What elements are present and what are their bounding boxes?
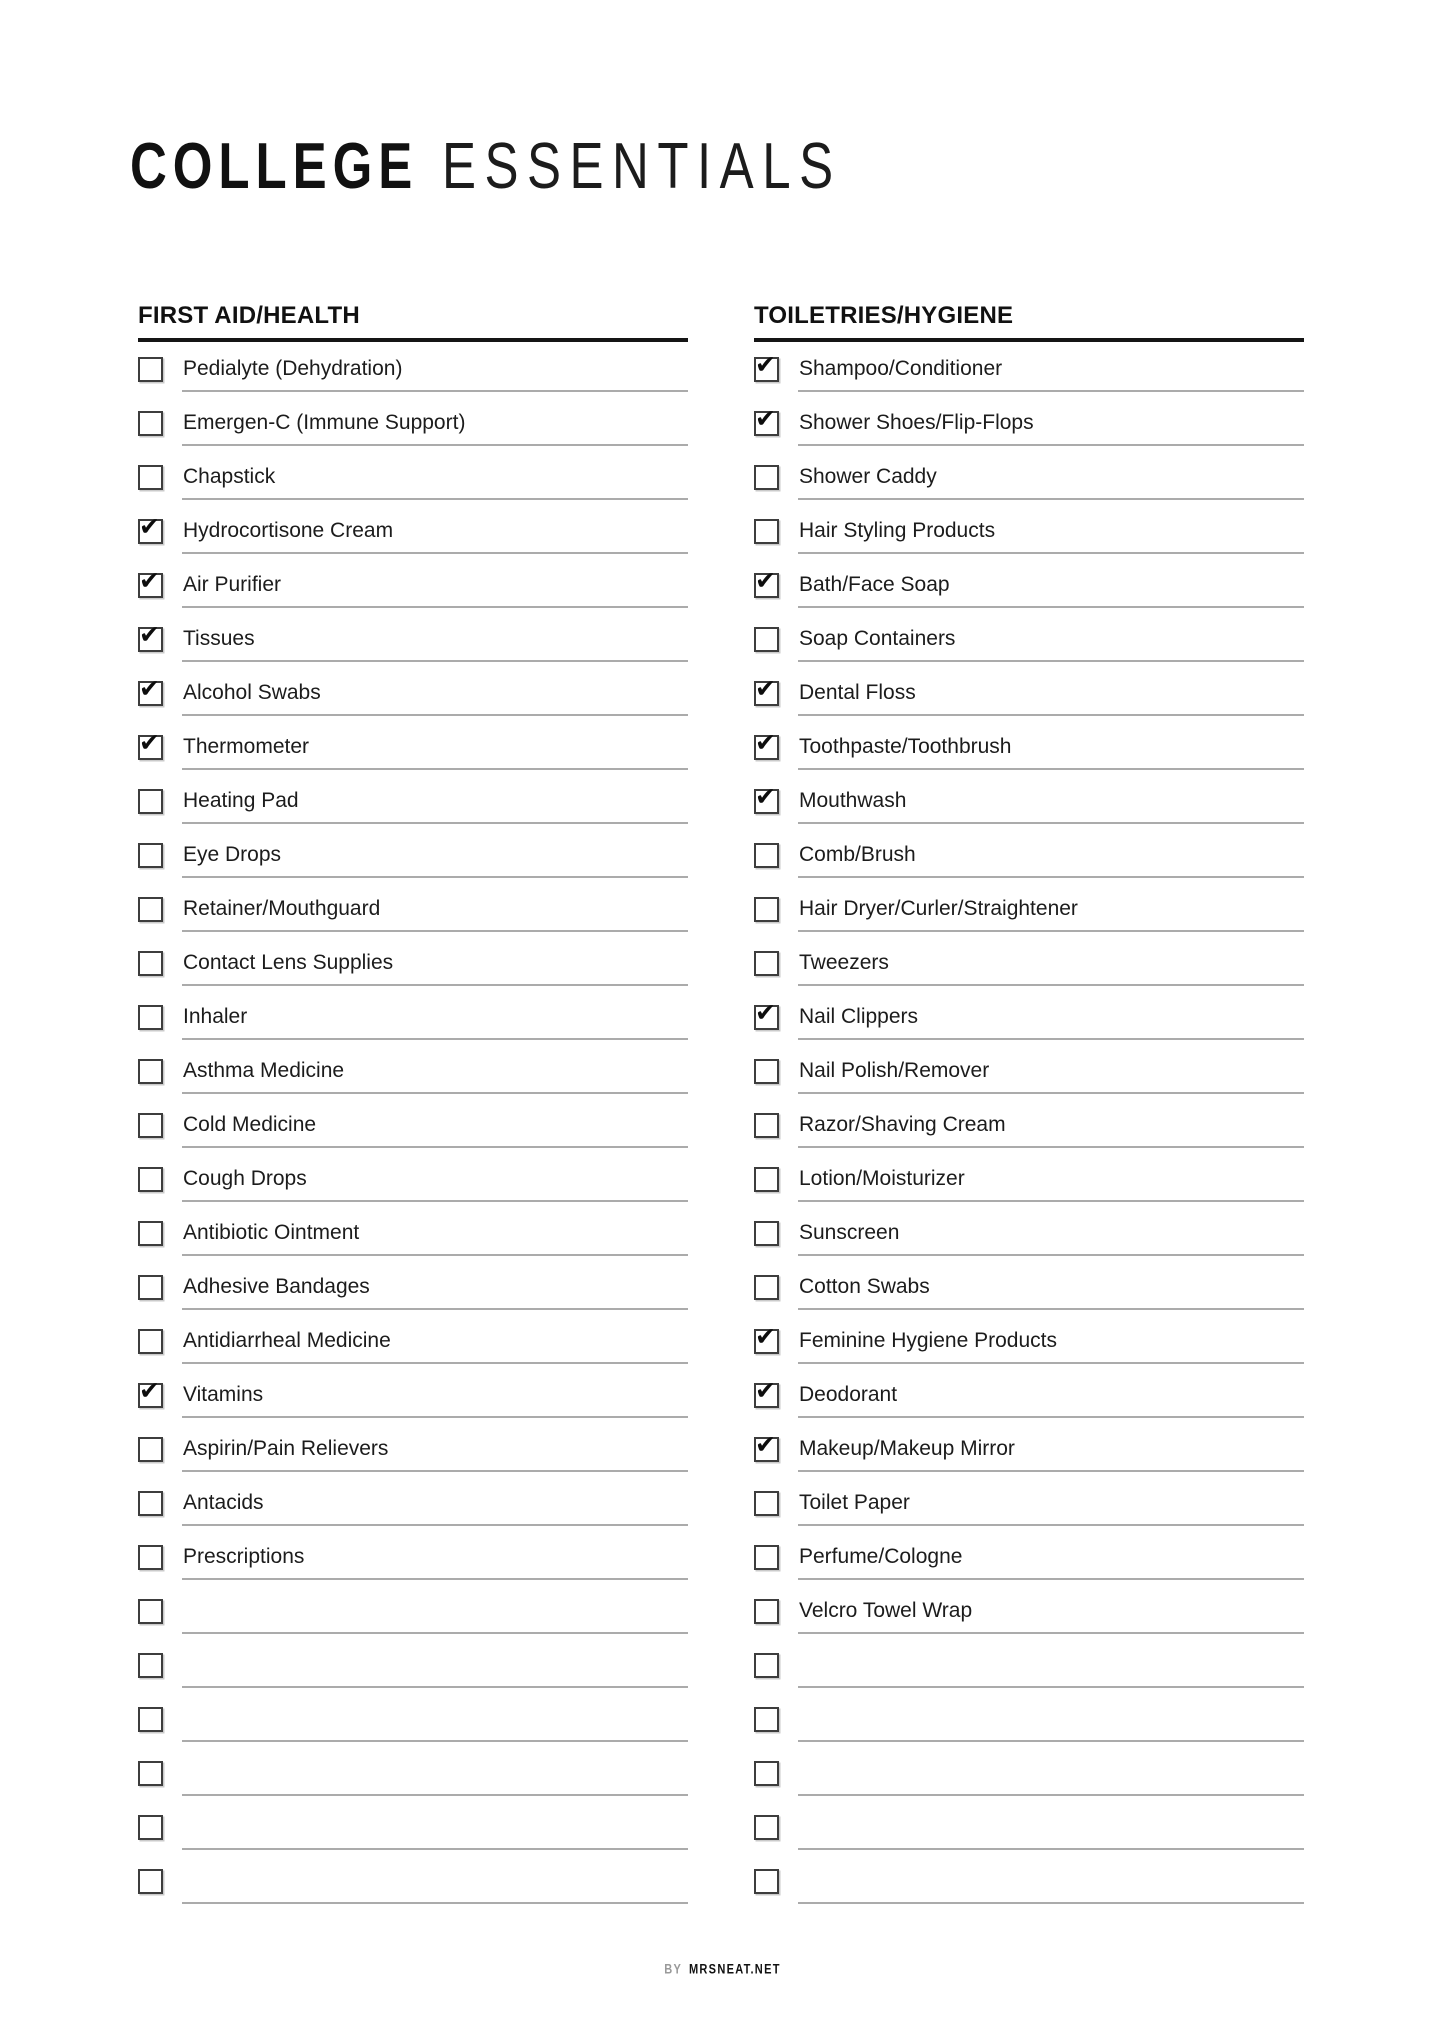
checklist-row (754, 990, 1304, 1044)
checklist-row (138, 612, 688, 666)
row-underline (182, 1524, 688, 1526)
checklist-row (754, 558, 1304, 612)
checkbox[interactable] (754, 1599, 779, 1624)
row-underline (182, 498, 688, 500)
item-label: Retainer/Mouthguard (183, 897, 381, 920)
column-toiletries-hygiene (754, 302, 1304, 1908)
checklist-row (138, 342, 688, 396)
checklist-row (138, 828, 688, 882)
row-underline (182, 714, 688, 716)
checkbox[interactable] (138, 1815, 163, 1840)
item-label: Comb/Brush (799, 843, 916, 866)
checklist-row (138, 1746, 688, 1800)
checkbox[interactable] (138, 1221, 163, 1246)
checklist-row (754, 774, 1304, 828)
row-underline (798, 1092, 1304, 1094)
checklist-row (138, 1152, 688, 1206)
item-label: Hair Dryer/Curler/Straightener (799, 897, 1078, 920)
checklist-row (754, 1098, 1304, 1152)
checkbox[interactable] (138, 1113, 163, 1138)
page-title-word-essentials: ESSENTIALS (441, 129, 842, 203)
checklist-row (138, 1584, 688, 1638)
row-underline (798, 822, 1304, 824)
row-underline (182, 1362, 688, 1364)
item-label: Tissues (183, 627, 255, 650)
row-underline (182, 1848, 688, 1850)
item-label: Dental Floss (799, 681, 916, 704)
checklist-row (138, 1368, 688, 1422)
checkbox[interactable] (138, 1059, 163, 1084)
checklist-row (754, 1746, 1304, 1800)
row-underline (182, 1416, 688, 1418)
item-label: Shower Shoes/Flip-Flops (799, 411, 1034, 434)
check-icon: ✔ (139, 727, 160, 757)
footer (108, 1961, 1336, 1977)
row-underline (182, 606, 688, 608)
checklist-row (754, 450, 1304, 504)
checkbox[interactable] (754, 1275, 779, 1300)
checkbox-checked[interactable] (754, 565, 779, 598)
row-underline (182, 444, 688, 446)
checklist-row (138, 396, 688, 450)
checkbox[interactable] (138, 1005, 163, 1030)
checklist-row (138, 1800, 688, 1854)
row-underline (182, 390, 688, 392)
checkbox-checked[interactable] (138, 727, 163, 760)
checkbox-checked[interactable] (754, 1375, 779, 1408)
checklist-row (754, 1314, 1304, 1368)
item-label: Hydrocortisone Cream (183, 519, 394, 542)
check-icon: ✔ (139, 511, 160, 541)
checklist-row (138, 1098, 688, 1152)
checklist-row (138, 1638, 688, 1692)
row-underline (798, 1794, 1304, 1796)
item-label: Shampoo/Conditioner (799, 357, 1003, 380)
checkbox[interactable] (754, 519, 779, 544)
check-icon: ✔ (755, 673, 776, 703)
row-underline (182, 1308, 688, 1310)
checkbox[interactable] (754, 843, 779, 868)
item-label: Toothpaste/Toothbrush (799, 735, 1012, 758)
checkbox-checked[interactable] (138, 673, 163, 706)
item-label: Sunscreen (799, 1221, 900, 1244)
row-underline (798, 1902, 1304, 1904)
checkbox[interactable] (754, 465, 779, 490)
row-underline (182, 1686, 688, 1688)
checklist-row (138, 1422, 688, 1476)
checklist-row (754, 1584, 1304, 1638)
checklist-row (754, 504, 1304, 558)
item-label: Cough Drops (183, 1167, 307, 1190)
check-icon: ✔ (139, 565, 160, 595)
checkbox-checked[interactable] (754, 1321, 779, 1354)
row-underline (798, 1362, 1304, 1364)
row-underline (798, 876, 1304, 878)
checklist-row (754, 1530, 1304, 1584)
item-label: Deodorant (799, 1383, 898, 1406)
checkbox-checked[interactable] (138, 1375, 163, 1408)
checklist-row (754, 1854, 1304, 1908)
checklist-row (138, 882, 688, 936)
item-label: Antacids (183, 1491, 264, 1514)
row-underline (798, 498, 1304, 500)
row-underline (182, 822, 688, 824)
item-label: Bath/Face Soap (799, 573, 950, 596)
checklist-row (754, 666, 1304, 720)
item-label: Velcro Towel Wrap (799, 1599, 973, 1622)
item-label: Inhaler (183, 1005, 248, 1028)
checkbox[interactable] (754, 951, 779, 976)
checkbox[interactable] (138, 1329, 163, 1354)
checkbox-checked[interactable] (754, 727, 779, 760)
row-underline (798, 1146, 1304, 1148)
checklist-row (138, 1476, 688, 1530)
check-icon: ✔ (755, 727, 776, 757)
item-label: Adhesive Bandages (183, 1275, 370, 1298)
checkbox[interactable] (754, 1167, 779, 1192)
checkbox[interactable] (754, 1221, 779, 1246)
row-underline (182, 1200, 688, 1202)
footer-by-label: BY (664, 1961, 683, 1977)
checkbox[interactable] (138, 1761, 163, 1786)
row-underline (798, 660, 1304, 662)
row-underline (182, 1902, 688, 1904)
row-underline (182, 1794, 688, 1796)
checklist-row (754, 1638, 1304, 1692)
item-label: Tweezers (799, 951, 889, 974)
checklist-row (754, 1368, 1304, 1422)
checkbox-checked[interactable] (138, 619, 163, 652)
checklist-row (138, 504, 688, 558)
checklist-columns (138, 302, 1304, 1908)
item-label: Thermometer (183, 735, 310, 758)
check-icon: ✔ (755, 781, 776, 811)
footer-site-label: MRSNEAT.NET (688, 1961, 781, 1977)
checklist-row (754, 1044, 1304, 1098)
checkbox-checked[interactable] (754, 781, 779, 814)
row-underline (798, 1686, 1304, 1688)
checkbox[interactable] (138, 1869, 163, 1894)
row-underline (798, 1038, 1304, 1040)
page-title (130, 129, 842, 203)
checklist-row (754, 1476, 1304, 1530)
check-icon: ✔ (755, 1375, 776, 1405)
checkbox[interactable] (138, 897, 163, 922)
item-label: Hair Styling Products (799, 519, 996, 542)
checklist-row (138, 990, 688, 1044)
check-icon: ✔ (755, 349, 776, 379)
item-label: Antibiotic Ointment (183, 1221, 360, 1244)
checkbox[interactable] (754, 1761, 779, 1786)
checklist-row (754, 396, 1304, 450)
row-underline (798, 1524, 1304, 1526)
checkbox[interactable] (138, 1707, 163, 1732)
row-underline (182, 876, 688, 878)
row-underline (182, 768, 688, 770)
row-underline (182, 930, 688, 932)
row-underline (798, 1740, 1304, 1742)
row-underline (182, 1740, 688, 1742)
item-label: Prescriptions (183, 1545, 305, 1568)
row-underline (182, 1632, 688, 1634)
checklist-row (754, 1692, 1304, 1746)
checkbox[interactable] (138, 951, 163, 976)
checklist-row (754, 1422, 1304, 1476)
check-icon: ✔ (755, 403, 776, 433)
item-label: Air Purifier (183, 573, 282, 596)
item-label: Lotion/Moisturizer (799, 1167, 965, 1190)
checkbox[interactable] (138, 1599, 163, 1624)
checklist-row (138, 1044, 688, 1098)
item-label: Heating Pad (183, 789, 299, 812)
checklist-row (754, 1206, 1304, 1260)
item-label: Pedialyte (Dehydration) (183, 357, 403, 380)
row-underline (798, 768, 1304, 770)
checkbox[interactable] (754, 1653, 779, 1678)
row-underline (798, 1578, 1304, 1580)
row-underline (182, 984, 688, 986)
row-underline (182, 1092, 688, 1094)
row-underline (798, 444, 1304, 446)
item-label: Feminine Hygiene Products (799, 1329, 1057, 1352)
checkbox[interactable] (138, 789, 163, 814)
check-icon: ✔ (755, 1321, 776, 1351)
checklist-row (138, 1206, 688, 1260)
checklist-row (754, 342, 1304, 396)
checklist-row (754, 882, 1304, 936)
row-underline (182, 1146, 688, 1148)
page-title-word-college: COLLEGE (130, 129, 419, 203)
checkbox-checked[interactable] (754, 1429, 779, 1462)
item-label: Eye Drops (183, 843, 282, 866)
checkbox[interactable] (754, 627, 779, 652)
checklist-row (754, 1152, 1304, 1206)
item-label: Toilet Paper (799, 1491, 910, 1514)
checklist-row (138, 1530, 688, 1584)
item-label: Asthma Medicine (183, 1059, 345, 1082)
checkbox-checked[interactable] (754, 673, 779, 706)
checkbox[interactable] (138, 465, 163, 490)
item-label: Cotton Swabs (799, 1275, 930, 1298)
item-label: Aspirin/Pain Relievers (183, 1437, 389, 1460)
row-underline (798, 1470, 1304, 1472)
checklist-row (754, 1800, 1304, 1854)
item-label: Shower Caddy (799, 465, 937, 488)
item-label: Soap Containers (799, 627, 956, 650)
checkbox[interactable] (138, 1437, 163, 1462)
checkbox[interactable] (754, 1491, 779, 1516)
checklist-row (138, 1692, 688, 1746)
checklist-row (138, 720, 688, 774)
checkbox[interactable] (754, 1113, 779, 1138)
check-icon: ✔ (139, 673, 160, 703)
checkbox[interactable] (754, 1815, 779, 1840)
item-label: Vitamins (183, 1383, 264, 1406)
row-underline (798, 1416, 1304, 1418)
row-underline (798, 390, 1304, 392)
checkbox[interactable] (754, 1707, 779, 1732)
checklist-row (754, 936, 1304, 990)
row-underline (798, 714, 1304, 716)
checkbox-checked[interactable] (754, 997, 779, 1030)
row-underline (182, 660, 688, 662)
checklist-row (138, 774, 688, 828)
checklist-row (138, 1260, 688, 1314)
row-underline (798, 1200, 1304, 1202)
item-label: Nail Polish/Remover (799, 1059, 990, 1082)
item-label: Nail Clippers (799, 1005, 919, 1028)
item-label: Razor/Shaving Cream (799, 1113, 1006, 1136)
check-icon: ✔ (755, 565, 776, 595)
row-underline (798, 1848, 1304, 1850)
checklist-row (138, 558, 688, 612)
checkbox[interactable] (754, 1869, 779, 1894)
row-underline (798, 552, 1304, 554)
row-underline (798, 1632, 1304, 1634)
item-label: Cold Medicine (183, 1113, 317, 1136)
checkbox[interactable] (754, 1059, 779, 1084)
row-underline (798, 1254, 1304, 1256)
column-header-first-aid-health: FIRST AID/HEALTH (138, 302, 688, 342)
row-underline (182, 1038, 688, 1040)
checklist-row (754, 612, 1304, 666)
item-label: Antidiarrheal Medicine (183, 1329, 391, 1352)
row-underline (798, 930, 1304, 932)
checklist-row (754, 720, 1304, 774)
row-underline (182, 552, 688, 554)
checklist-row (138, 1854, 688, 1908)
checkbox[interactable] (138, 1167, 163, 1192)
checkbox[interactable] (138, 843, 163, 868)
item-label: Perfume/Cologne (799, 1545, 963, 1568)
item-label: Contact Lens Supplies (183, 951, 394, 974)
checkbox-checked[interactable] (138, 565, 163, 598)
checklist-row (138, 1314, 688, 1368)
checklist-row (138, 450, 688, 504)
checkbox[interactable] (138, 411, 163, 436)
checkbox[interactable] (754, 897, 779, 922)
checkbox[interactable] (138, 1545, 163, 1570)
item-label: Makeup/Makeup Mirror (799, 1437, 1015, 1460)
item-label: Alcohol Swabs (183, 681, 321, 704)
checklist-row (138, 936, 688, 990)
row-underline (798, 1308, 1304, 1310)
row-underline (182, 1254, 688, 1256)
checkbox[interactable] (138, 357, 163, 382)
item-label: Emergen-C (Immune Support) (183, 411, 466, 434)
checkbox[interactable] (138, 1653, 163, 1678)
check-icon: ✔ (139, 1375, 160, 1405)
row-underline (798, 984, 1304, 986)
check-icon: ✔ (755, 997, 776, 1027)
checkbox[interactable] (138, 1491, 163, 1516)
item-label: Chapstick (183, 465, 276, 488)
checkbox[interactable] (754, 1545, 779, 1570)
checklist-row (138, 666, 688, 720)
check-icon: ✔ (755, 1429, 776, 1459)
checklist-row (754, 1260, 1304, 1314)
column-first-aid-health (138, 302, 688, 1908)
checkbox[interactable] (138, 1275, 163, 1300)
check-icon: ✔ (139, 619, 160, 649)
checkbox-checked[interactable] (754, 403, 779, 436)
column-header-toiletries-hygiene: TOILETRIES/HYGIENE (754, 302, 1304, 342)
row-underline (182, 1470, 688, 1472)
checkbox-checked[interactable] (138, 511, 163, 544)
checkbox-checked[interactable] (754, 349, 779, 382)
checklist-row (754, 828, 1304, 882)
item-label: Mouthwash (799, 789, 907, 812)
row-underline (798, 606, 1304, 608)
row-underline (182, 1578, 688, 1580)
